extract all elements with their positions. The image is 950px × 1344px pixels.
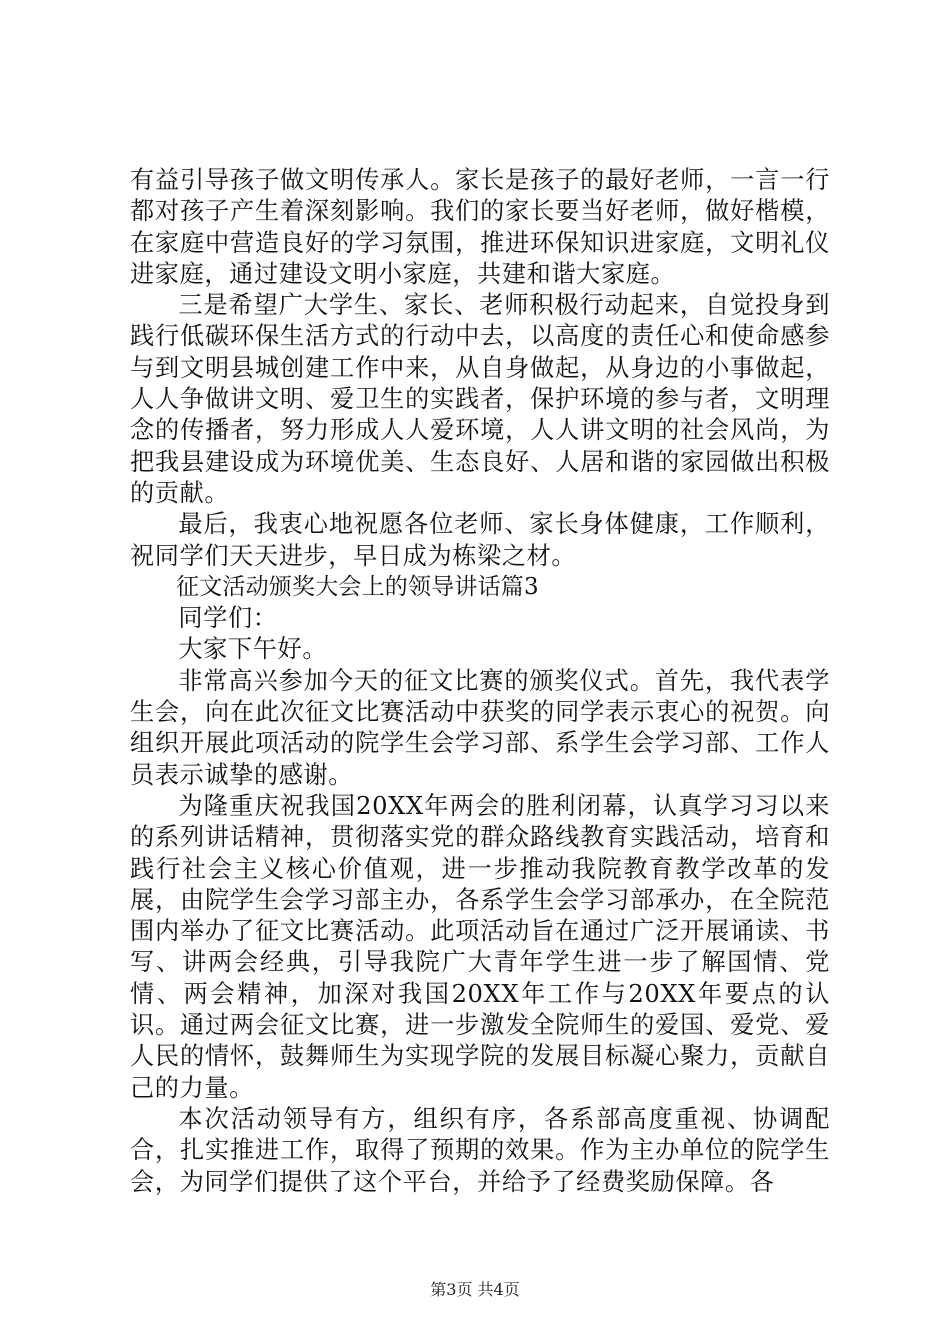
document-body: [130, 165, 830, 1198]
salutation: 同学们：: [178, 604, 278, 633]
page-number-footer: 第3页 共4页: [430, 1280, 520, 1299]
paragraph-1: 有益引导孩子做文明传承人。家长是孩子的最好老师，一言一行都对孩子产生着深刻影响。我们的家长要当好老师，做好楷模，在家庭中营造良好的学习氛围，推进环保知识进家庭，文明礼仪进家庭，通过建设文明小家庭，共建和谐大家庭。: [130, 166, 830, 288]
paragraph-2: 三是希望广大学生、家长、老师积极行动起来，自觉投身到践行低碳环保生活方式的行动中去，以高度的责任心和使命感参与到文明县城创建工作中来，从自身做起，从身边的小事做起，人人争做讲文明、爱卫生的实践者，保护环境的参与者，文明理念的传播者，努力形成人人爱环境，人人讲文明的社会风尚，为把我县建设成为环境优美、生态良好、人居和谐的家园做出积极的贡献。: [130, 291, 830, 507]
paragraph-3: 最后，我衷心地祝愿各位老师、家长身体健康，工作顺利，祝同学们天天进步，早日成为栋梁之材。: [130, 510, 830, 570]
greeting: 大家下午好。: [178, 635, 328, 664]
paragraph-9: 本次活动领导有方，组织有序，各系部高度重视、协调配合，扎实推进工作，取得了预期的效果。作为主办单位的院学生会，为同学们提供了这个平台，并给予了经费奖励保障。各: [130, 1104, 830, 1196]
paragraph-8: 为隆重庆祝我国20XX年两会的胜利闭幕，认真学习习以来的系列讲话精神，贯彻落实党的群众路线教育实践活动，培育和践行社会主义核心价值观，进一步推动我院教育教学改革的发展，由院学生会学习部主办，各系学生会学习部承办，在全院范围内举办了征文比赛活动。此项活动旨在通过广泛开展诵读、书写、讲两会经典，引导我院广大青年学生进一步了解国情、党情、两会精神，加深对我国20XX年工作与20XX年要点的认识。通过两会征文比赛，进一步激发全院师生的爱国、爱党、爱人民的情怀，鼓舞师生为实现学院的发展目标凝心聚力，贡献自己的力量。: [130, 791, 830, 1102]
paragraph-7: 非常高兴参加今天的征文比赛的颁奖仪式。首先，我代表学生会，向在此次征文比赛活动中获奖的同学表示衷心的祝贺。向组织开展此项活动的院学生会学习部、系学生会学习部、工作人员表示诚挚的感谢。: [130, 666, 830, 789]
section-heading: 征文活动颁奖大会上的领导讲话篇3: [176, 573, 539, 600]
